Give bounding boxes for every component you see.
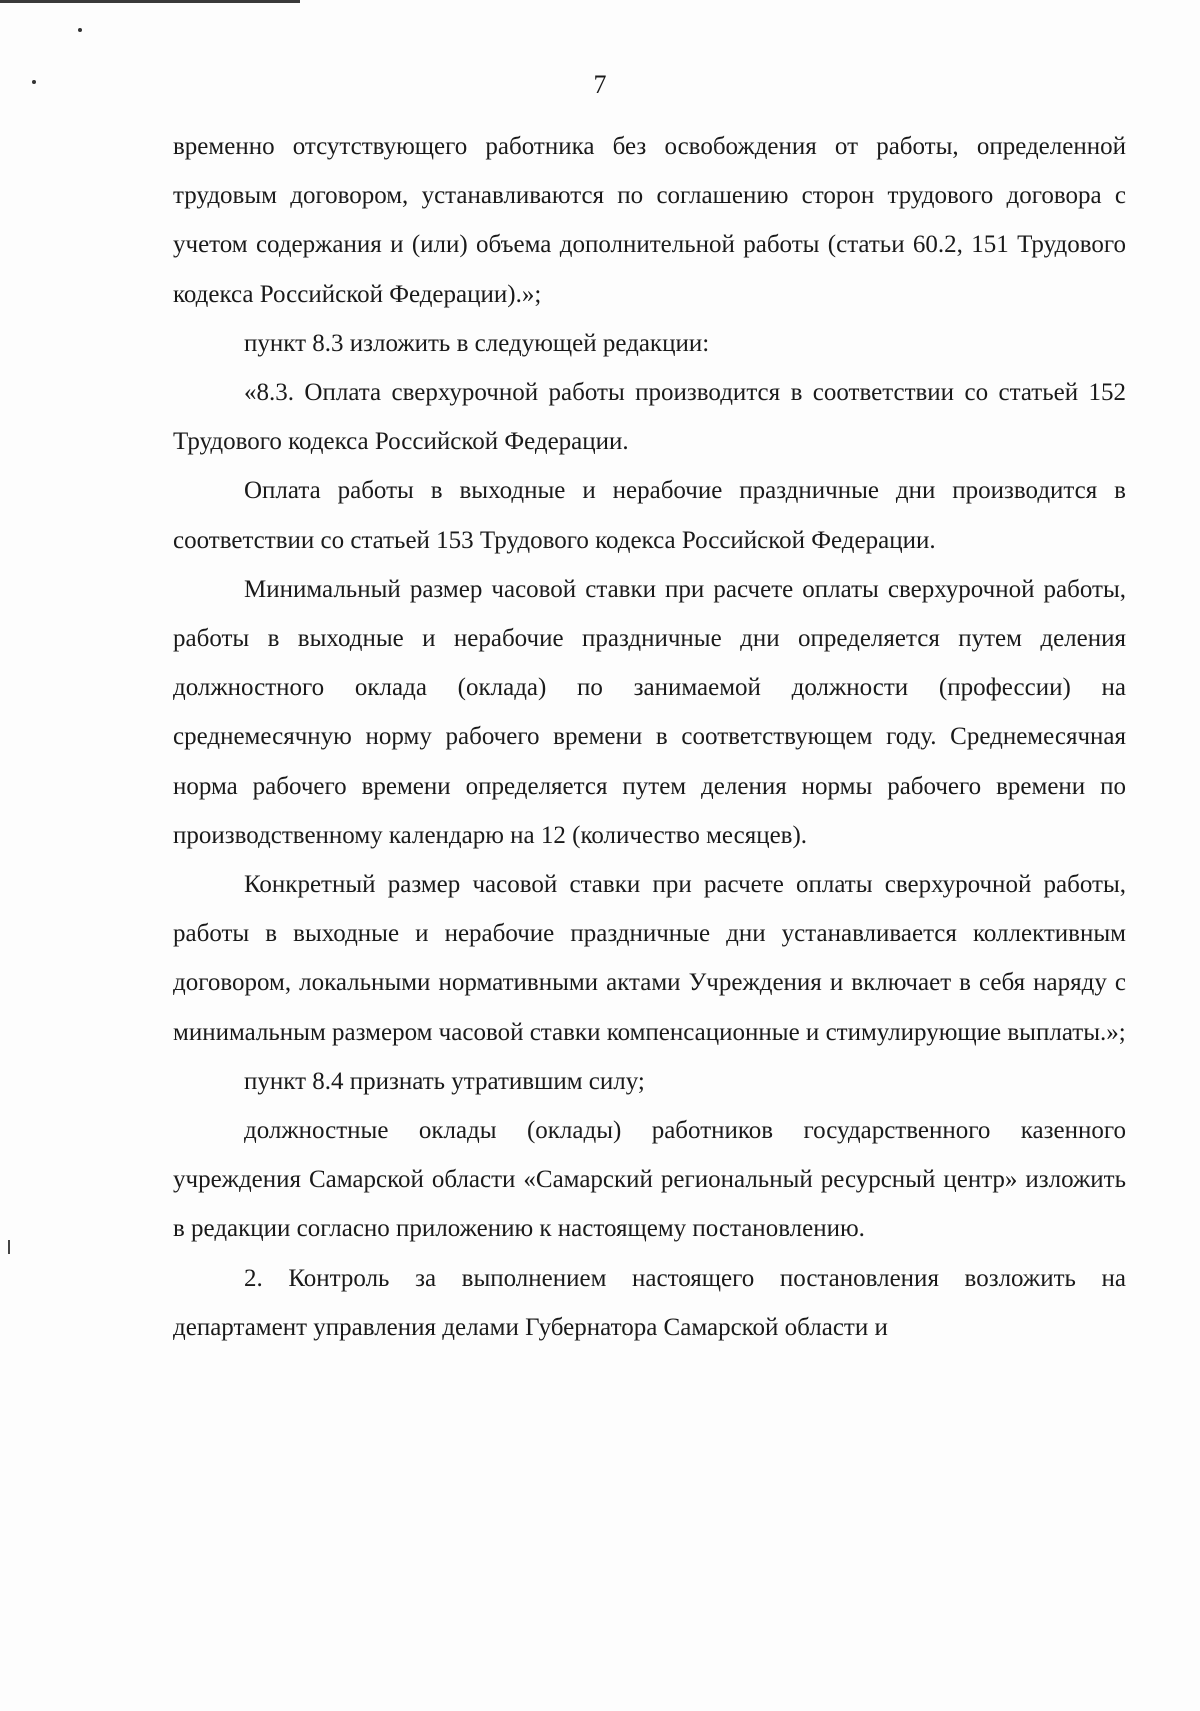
scan-artifact-mark — [8, 1240, 10, 1254]
paragraph-specific-rate: Конкретный размер часовой ставки при расчете оплаты сверхурочной работы, работы в выходные и нерабочие праздничные дни устанавливается коллективным договором, локальными нормативными актами Учреждения и включает в себя наряду с минимальным размером часовой ставки компенсационные и стимулирующие выплаты.»; — [173, 871, 1126, 1046]
paragraph-clause-8-3: «8.3. Оплата сверхурочной работы производится в соответствии со статьей 152 Трудового кодекса Российской Федерации. — [173, 379, 1126, 456]
page-number: 7 — [593, 70, 607, 99]
paragraph-clause-8-4: пункт 8.4 признать утратившим силу; — [244, 1067, 645, 1095]
scan-artifact-line — [0, 0, 300, 3]
scan-artifact-dot — [78, 28, 82, 32]
paragraph-control: 2. Контроль за выполнением настоящего постановления возложить на департамент управления делами Губернатора Самарской области и — [173, 1264, 1126, 1341]
paragraph-clause-8-3-intro: пункт 8.3 изложить в следующей редакции: — [244, 329, 710, 357]
paragraph-continuation: временно отсутствующего работника без освобождения от работы, определенной трудовым договором, устанавливаются по соглашению сторон трудового договора с учетом содержания и (или) объема дополнительной работы (статьи 60.2, 151 Трудового кодекса Российской Федерации).»; — [173, 133, 1126, 308]
paragraph-salaries: должностные оклады (оклады) работников государственного казенного учреждения Самарской области «Самарский региональный ресурсный центр» изложить в редакции согласно приложению к настоящему постановлению. — [173, 1117, 1126, 1243]
paragraph-minimum-rate: Минимальный размер часовой ставки при расчете оплаты сверхурочной работы, работы в выходные и нерабочие праздничные дни определяется путем деления должностного оклада (оклада) по занимаемой должности (профессии) на среднемесячную норму рабочего времени в соответствующем году. Среднемесячная норма рабочего времени определяется путем деления нормы рабочего времени по производственному календарю на 12 (количество месяцев). — [173, 575, 1126, 849]
document-body — [173, 122, 1126, 1352]
paragraph-holiday-pay: Оплата работы в выходные и нерабочие праздничные дни производится в соответствии со статьей 153 Трудового кодекса Российской Федерации. — [173, 477, 1126, 554]
